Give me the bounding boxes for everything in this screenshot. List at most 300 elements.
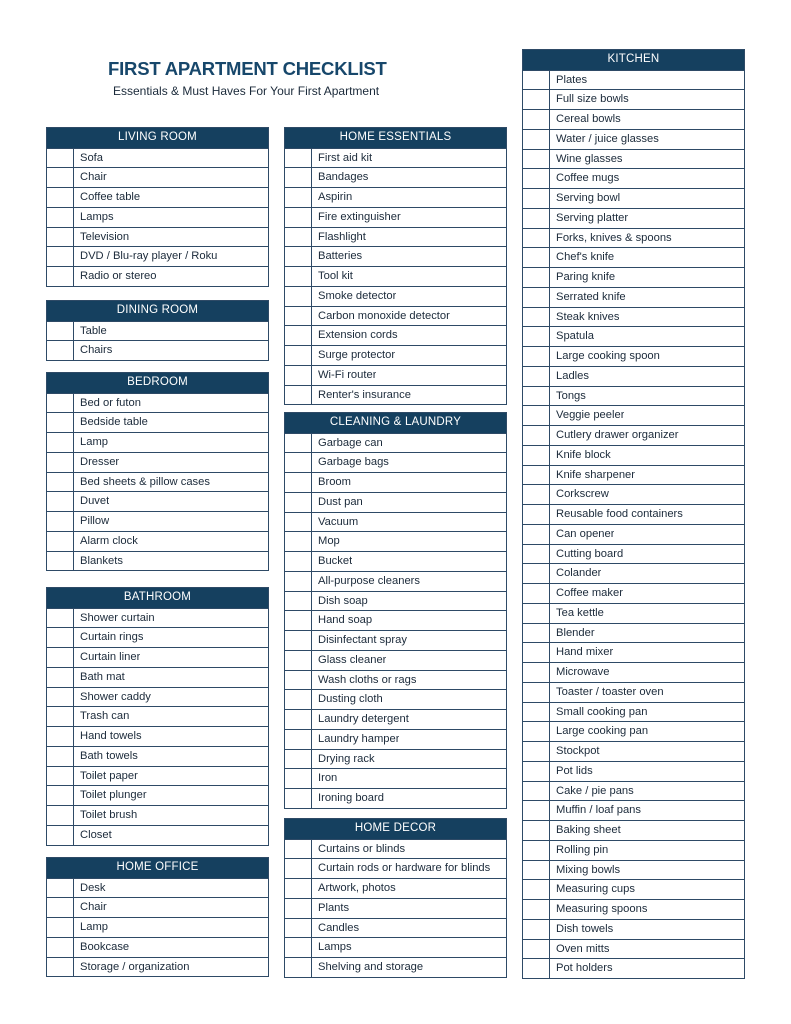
- checkbox[interactable]: [47, 668, 74, 687]
- checklist-item-label: Serving platter: [556, 211, 629, 224]
- checklist-row: [47, 227, 268, 247]
- checkbox[interactable]: [47, 898, 74, 917]
- checkbox[interactable]: [47, 453, 74, 472]
- checkbox[interactable]: [47, 688, 74, 707]
- checkbox[interactable]: [523, 525, 550, 544]
- checkbox[interactable]: [523, 248, 550, 267]
- checklist-row: [523, 425, 744, 445]
- checklist-item-label: Blankets: [80, 554, 123, 567]
- checklist-item-label: Corkscrew: [556, 488, 609, 501]
- checklist-item-label: Broom: [318, 476, 351, 488]
- checklist-row: [523, 623, 744, 643]
- checklist-item-label: Stockpot: [556, 745, 600, 757]
- checklist-item-label: Lamps: [318, 941, 352, 954]
- checklist-row: [523, 544, 744, 564]
- checklist-row: [47, 452, 268, 472]
- checklist-item-label: Pillow: [80, 515, 110, 527]
- section-bedroom: [46, 372, 269, 571]
- checklist-row: [47, 878, 268, 898]
- checklist-row: [523, 702, 744, 722]
- checklist-item-label: Tea kettle: [556, 606, 604, 619]
- checklist-item-label: Carbon monoxide detector: [318, 309, 450, 322]
- checklist-item-label: Mixing bowls: [556, 863, 621, 876]
- checkbox[interactable]: [47, 747, 74, 766]
- checklist-item-label: Trash can: [80, 710, 130, 723]
- checklist-item-label: Wine glasses: [556, 152, 623, 165]
- checkbox[interactable]: [285, 307, 312, 326]
- checkbox[interactable]: [47, 492, 74, 511]
- checklist-item-label: Laundry hamper: [318, 732, 400, 745]
- checklist-item-label: Laundry detergent: [318, 713, 409, 725]
- checkbox[interactable]: [523, 229, 550, 248]
- checklist-row: [285, 957, 506, 977]
- checklist-row: [285, 246, 506, 266]
- checklist-item-label: Lamp: [80, 436, 108, 448]
- checklist-row: [47, 321, 268, 341]
- checklist-item-label: Garbage can: [318, 436, 383, 449]
- checkbox[interactable]: [47, 188, 74, 207]
- checklist-row: [47, 825, 268, 845]
- checkbox[interactable]: [285, 938, 312, 957]
- checklist-row: [285, 689, 506, 709]
- checkbox[interactable]: [285, 611, 312, 630]
- checklist-row: [523, 761, 744, 781]
- checkbox[interactable]: [523, 782, 550, 801]
- checkbox[interactable]: [47, 168, 74, 187]
- checkbox[interactable]: [47, 609, 74, 628]
- checkbox[interactable]: [523, 169, 550, 188]
- checkbox[interactable]: [285, 168, 312, 187]
- checkbox[interactable]: [285, 149, 312, 168]
- checkbox[interactable]: [523, 189, 550, 208]
- checkbox[interactable]: [285, 730, 312, 749]
- checkbox[interactable]: [523, 821, 550, 840]
- checklist-row: [285, 591, 506, 611]
- checklist-row: [47, 551, 268, 571]
- section-bathroom: [46, 587, 269, 846]
- checkbox[interactable]: [47, 727, 74, 746]
- checklist-row: [47, 531, 268, 551]
- checkbox[interactable]: [523, 130, 550, 149]
- checkbox[interactable]: [285, 208, 312, 227]
- checklist-row: [47, 627, 268, 647]
- checklist-row: [285, 788, 506, 808]
- checklist-item-label: Chair: [80, 171, 107, 184]
- checklist-item-label: Cereal bowls: [556, 113, 621, 125]
- checkbox[interactable]: [285, 473, 312, 492]
- checklist-item-label: Muffin / loaf pans: [556, 804, 641, 817]
- checklist-row: [285, 286, 506, 306]
- checklist-item-label: Cake / pie pans: [556, 784, 634, 797]
- checklist-row: [47, 687, 268, 707]
- checkbox[interactable]: [523, 387, 550, 406]
- checklist-row: [523, 89, 744, 109]
- checklist-item-label: Can opener: [556, 527, 615, 540]
- checklist-row: [285, 898, 506, 918]
- checklist-row: [47, 432, 268, 452]
- checklist-row: [523, 563, 744, 583]
- checklist-item-label: Reusable food containers: [556, 508, 683, 520]
- checklist-item-label: Pot holders: [556, 962, 613, 975]
- checklist-row: [523, 326, 744, 346]
- checkbox[interactable]: [285, 899, 312, 918]
- section-header: KITCHEN: [523, 50, 744, 70]
- checklist-item-label: Cutting board: [556, 547, 624, 560]
- checklist-item-label: Renter's insurance: [318, 388, 411, 401]
- checklist-item-label: Pot lids: [556, 764, 593, 777]
- checklist-row: [523, 820, 744, 840]
- checkbox[interactable]: [523, 900, 550, 919]
- checkbox[interactable]: [523, 426, 550, 445]
- checkbox[interactable]: [523, 268, 550, 287]
- checklist-item-label: Toilet paper: [80, 769, 138, 782]
- checklist-item-label: Coffee table: [80, 191, 141, 203]
- checkbox[interactable]: [523, 505, 550, 524]
- checklist-item-label: Wash cloths or rags: [318, 673, 417, 686]
- checkbox[interactable]: [285, 919, 312, 938]
- checklist-item-label: Drying rack: [318, 752, 375, 765]
- checklist-item-label: Full size bowls: [556, 93, 629, 106]
- checklist-row: [47, 937, 268, 957]
- checkbox[interactable]: [523, 466, 550, 485]
- checklist-item-label: Bucket: [318, 555, 353, 567]
- checkbox[interactable]: [47, 826, 74, 845]
- checklist-row: [47, 667, 268, 687]
- checkbox[interactable]: [523, 90, 550, 109]
- checklist-item-label: Extension cords: [318, 329, 398, 342]
- checklist-row: [47, 207, 268, 227]
- checkbox[interactable]: [523, 367, 550, 386]
- checklist-item-label: Spatula: [556, 330, 594, 343]
- checklist-item-label: Baking sheet: [556, 824, 621, 836]
- checklist-row: [285, 610, 506, 630]
- section-header: DINING ROOM: [47, 301, 268, 321]
- checklist-row: [285, 918, 506, 938]
- checklist-row: [523, 307, 744, 327]
- checklist-item-label: Knife sharpener: [556, 468, 635, 481]
- checklist-row: [47, 491, 268, 511]
- checkbox[interactable]: [285, 267, 312, 286]
- checklist-row: [285, 452, 506, 472]
- checkbox[interactable]: [285, 631, 312, 650]
- checklist-item-label: Aspirin: [318, 191, 353, 203]
- checklist-item-label: Wi-Fi router: [318, 368, 377, 381]
- checklist-item-label: Duvet: [80, 495, 110, 508]
- section-header: LIVING ROOM: [47, 128, 268, 148]
- checkbox[interactable]: [47, 532, 74, 551]
- section-cleaning-laundry: [284, 412, 507, 809]
- checklist-row: [523, 682, 744, 702]
- checkbox[interactable]: [285, 346, 312, 365]
- checklist-row: [285, 492, 506, 512]
- checkbox[interactable]: [285, 671, 312, 690]
- checkbox[interactable]: [523, 841, 550, 860]
- checklist-row: [285, 551, 506, 571]
- checkbox[interactable]: [523, 663, 550, 682]
- section-home-essentials: [284, 127, 507, 405]
- checklist-row: [523, 386, 744, 406]
- checklist-row: [285, 227, 506, 247]
- checkbox[interactable]: [47, 958, 74, 977]
- checkbox[interactable]: [285, 572, 312, 591]
- checklist-row: [285, 571, 506, 591]
- checklist-item-label: Bath towels: [80, 749, 138, 762]
- checklist-item-label: Hand soap: [318, 614, 373, 627]
- checklist-row: [523, 899, 744, 919]
- checklist-row: [285, 749, 506, 769]
- checklist-item-label: Bed or futon: [80, 396, 141, 409]
- checklist-item-label: Toilet brush: [80, 809, 138, 821]
- checklist-item-label: Chair: [80, 901, 107, 914]
- checkbox[interactable]: [47, 341, 74, 360]
- checkbox[interactable]: [47, 786, 74, 805]
- checkbox[interactable]: [285, 789, 312, 808]
- checkbox[interactable]: [523, 584, 550, 603]
- checkbox[interactable]: [285, 188, 312, 207]
- checklist-row: [47, 167, 268, 187]
- checkbox[interactable]: [285, 690, 312, 709]
- checklist-row: [523, 840, 744, 860]
- section-kitchen: [522, 49, 745, 979]
- checkbox[interactable]: [523, 485, 550, 504]
- checkbox[interactable]: [285, 769, 312, 788]
- checkbox[interactable]: [47, 767, 74, 786]
- checkbox[interactable]: [47, 552, 74, 571]
- checkbox[interactable]: [47, 512, 74, 531]
- checkbox[interactable]: [523, 762, 550, 781]
- checklist-row: [285, 325, 506, 345]
- checklist-row: [523, 484, 744, 504]
- checklist-row: [523, 919, 744, 939]
- checklist-item-label: Disinfectant spray: [318, 634, 407, 646]
- checkbox[interactable]: [523, 920, 550, 939]
- checkbox[interactable]: [285, 651, 312, 670]
- checkbox[interactable]: [523, 545, 550, 564]
- checklist-row: [47, 266, 268, 286]
- checklist-row: [523, 109, 744, 129]
- checklist-row: [523, 228, 744, 248]
- checklist-item-label: Microwave: [556, 666, 610, 678]
- checklist-row: [523, 800, 744, 820]
- checkbox[interactable]: [285, 532, 312, 551]
- checklist-row: [285, 345, 506, 365]
- checkbox[interactable]: [523, 110, 550, 129]
- checklist-row: [523, 860, 744, 880]
- checklist-row: [285, 385, 506, 405]
- checklist-row: [47, 917, 268, 937]
- checklist-item-label: Measuring spoons: [556, 903, 648, 915]
- checklist-row: [47, 148, 268, 168]
- checklist-row: [285, 670, 506, 690]
- checkbox[interactable]: [285, 879, 312, 898]
- checkbox[interactable]: [523, 150, 550, 169]
- checklist-item-label: Lamp: [80, 921, 108, 933]
- checkbox[interactable]: [523, 288, 550, 307]
- checklist-row: [285, 167, 506, 187]
- checkbox[interactable]: [523, 347, 550, 366]
- checkbox[interactable]: [523, 742, 550, 761]
- checkbox[interactable]: [285, 493, 312, 512]
- checklist-row: [523, 603, 744, 623]
- section-home-decor: [284, 818, 507, 978]
- checkbox[interactable]: [523, 683, 550, 702]
- checkbox[interactable]: [285, 247, 312, 266]
- checklist-row: [47, 511, 268, 531]
- checklist-item-label: Forks, knives & spoons: [556, 231, 672, 244]
- checkbox[interactable]: [285, 859, 312, 878]
- checkbox[interactable]: [47, 473, 74, 492]
- checklist-row: [47, 957, 268, 977]
- checklist-row: [523, 445, 744, 465]
- checklist-row: [523, 346, 744, 366]
- checkbox[interactable]: [523, 861, 550, 880]
- checklist-item-label: DVD / Blu-ray player / Roku: [80, 250, 218, 263]
- checklist-item-label: First aid kit: [318, 151, 373, 164]
- checkbox[interactable]: [523, 940, 550, 959]
- checklist-item-label: Serrated knife: [556, 290, 626, 303]
- section-header: CLEANING & LAUNDRY: [285, 413, 506, 433]
- checklist-row: [285, 768, 506, 788]
- checkbox[interactable]: [523, 703, 550, 722]
- checkbox[interactable]: [47, 879, 74, 898]
- checkbox[interactable]: [523, 446, 550, 465]
- checklist-row: [523, 524, 744, 544]
- checkbox[interactable]: [47, 433, 74, 452]
- checklist-item-label: Ladles: [556, 369, 589, 382]
- checkbox[interactable]: [523, 327, 550, 346]
- checklist-row: [285, 266, 506, 286]
- checklist-row: [285, 878, 506, 898]
- checkbox[interactable]: [285, 326, 312, 345]
- checkbox[interactable]: [523, 801, 550, 820]
- checkbox[interactable]: [47, 394, 74, 413]
- checklist-item-label: Curtain liner: [80, 651, 141, 663]
- checklist-item-label: Dust pan: [318, 495, 363, 508]
- checklist-row: [285, 858, 506, 878]
- checklist-item-label: Shelving and storage: [318, 961, 424, 973]
- checkbox[interactable]: [47, 267, 74, 286]
- checklist-row: [285, 839, 506, 859]
- checkbox[interactable]: [285, 840, 312, 859]
- checkbox[interactable]: [47, 228, 74, 247]
- checklist-row: [47, 805, 268, 825]
- checkbox[interactable]: [523, 624, 550, 643]
- checkbox[interactable]: [47, 322, 74, 341]
- checklist-row: [523, 129, 744, 149]
- checklist-item-label: Bedside table: [80, 416, 148, 429]
- checkbox[interactable]: [285, 228, 312, 247]
- checkbox[interactable]: [523, 406, 550, 425]
- checkbox[interactable]: [47, 208, 74, 227]
- checklist-item-label: Bath mat: [80, 670, 125, 683]
- checkbox[interactable]: [523, 308, 550, 327]
- checklist-item-label: Chef's knife: [556, 251, 615, 264]
- checkbox[interactable]: [523, 71, 550, 90]
- checklist-row: [523, 939, 744, 959]
- checklist-item-label: Tongs: [556, 389, 586, 402]
- checklist-item-label: Curtain rods or hardware for blinds: [318, 862, 491, 875]
- checklist-item-label: Curtain rings: [80, 631, 144, 644]
- checkbox[interactable]: [285, 386, 312, 405]
- checklist-item-label: Blender: [556, 626, 595, 639]
- checkbox[interactable]: [47, 707, 74, 726]
- checkbox[interactable]: [285, 366, 312, 385]
- checklist-item-label: Steak knives: [556, 310, 620, 323]
- checklist-item-label: Ironing board: [318, 792, 384, 804]
- checkbox[interactable]: [523, 959, 550, 978]
- checkbox[interactable]: [285, 710, 312, 729]
- checklist-row: [285, 365, 506, 385]
- section-header: BATHROOM: [47, 588, 268, 608]
- checklist-item-label: Rolling pin: [556, 843, 609, 856]
- checklist-item-label: Lamps: [80, 210, 114, 223]
- checklist-item-label: Tool kit: [318, 270, 353, 282]
- checklist-row: [47, 246, 268, 266]
- section-dining-room: [46, 300, 269, 361]
- checklist-item-label: Smoke detector: [318, 289, 397, 302]
- checkbox[interactable]: [523, 209, 550, 228]
- checkbox[interactable]: [47, 628, 74, 647]
- checkbox[interactable]: [285, 453, 312, 472]
- checklist-item-label: Artwork, photos: [318, 882, 396, 894]
- checkbox[interactable]: [47, 149, 74, 168]
- checklist-row: [285, 512, 506, 532]
- checkbox[interactable]: [285, 750, 312, 769]
- checklist-row: [285, 531, 506, 551]
- checklist-item-label: Knife block: [556, 448, 611, 461]
- section-header: HOME ESSENTIALS: [285, 128, 506, 148]
- checkbox[interactable]: [285, 513, 312, 532]
- checklist-item-label: Flashlight: [318, 230, 366, 243]
- checklist-item-label: All-purpose cleaners: [318, 574, 420, 587]
- checklist-row: [523, 149, 744, 169]
- checkbox[interactable]: [285, 592, 312, 611]
- checkbox[interactable]: [523, 564, 550, 583]
- checkbox[interactable]: [523, 880, 550, 899]
- checkbox[interactable]: [47, 918, 74, 937]
- checklist-row: [523, 741, 744, 761]
- checkbox[interactable]: [285, 958, 312, 977]
- checkbox[interactable]: [523, 604, 550, 623]
- checkbox[interactable]: [47, 806, 74, 825]
- checklist-row: [47, 608, 268, 628]
- checklist-row: [523, 642, 744, 662]
- checklist-item-label: Glass cleaner: [318, 653, 387, 666]
- section-header: HOME OFFICE: [47, 858, 268, 878]
- checkbox[interactable]: [523, 722, 550, 741]
- checklist-row: [47, 472, 268, 492]
- section-header: HOME DECOR: [285, 819, 506, 839]
- checklist-item-label: Plates: [556, 73, 588, 86]
- checkbox[interactable]: [47, 938, 74, 957]
- checklist-item-label: Garbage bags: [318, 456, 389, 469]
- checklist-row: [523, 267, 744, 287]
- checklist-item-label: Table: [80, 324, 107, 337]
- checklist-row: [47, 785, 268, 805]
- checklist-item-label: Iron: [318, 772, 338, 785]
- checkbox[interactable]: [47, 247, 74, 266]
- checkbox[interactable]: [523, 643, 550, 662]
- checkbox[interactable]: [285, 434, 312, 453]
- checklist-item-label: Vacuum: [318, 515, 359, 528]
- checkbox[interactable]: [47, 648, 74, 667]
- checklist-row: [523, 781, 744, 801]
- checkbox[interactable]: [285, 287, 312, 306]
- checkbox[interactable]: [285, 552, 312, 571]
- checklist-item-label: Large cooking pan: [556, 725, 649, 738]
- checkbox[interactable]: [47, 413, 74, 432]
- checklist-row: [47, 746, 268, 766]
